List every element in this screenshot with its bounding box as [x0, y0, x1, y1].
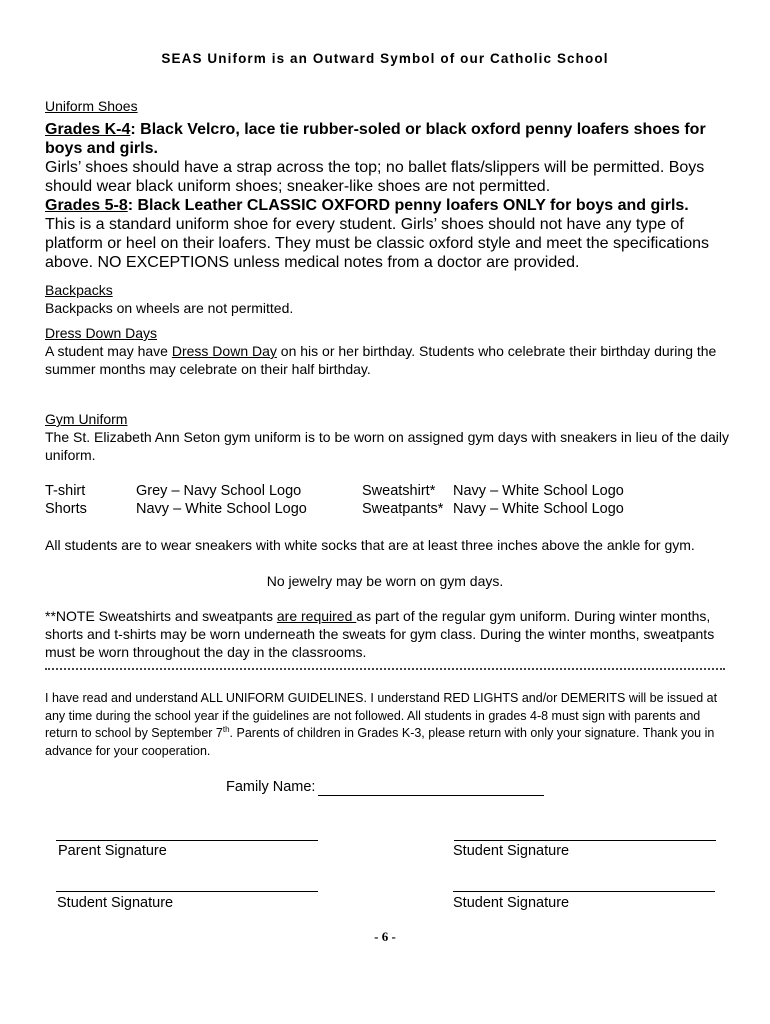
gym-sneakers-rule: All students are to wear sneakers with white socks that are at least three inches above the ankle for gym. [45, 537, 695, 553]
student-signature-label: Student Signature [453, 843, 570, 859]
acknowledgement-text [45, 690, 725, 760]
gym-uniform-body: The St. Elizabeth Ann Seton gym uniform is to be worn on assigned gym days with sneakers in lieu of the daily uniform. [45, 429, 730, 463]
dress-down-day-term: Dress Down Day [171, 343, 277, 359]
grades-k4-rule [45, 120, 735, 158]
grades-k4-text: : Black Velcro, lace tie rubber-soled or black oxford penny loafers shoes for boys and girls. [45, 121, 706, 157]
grades-58-label: Grades 5-8 [45, 197, 128, 214]
family-name-line[interactable] [318, 795, 544, 796]
dress-down-text-pre: A student may have [45, 343, 172, 359]
gym-note-required: are required [276, 608, 357, 624]
parent-signature-label: Parent Signature [58, 843, 167, 859]
uniform-shoes-heading: Uniform Shoes [45, 98, 138, 114]
gym-item-desc: Navy – White School Logo [453, 483, 624, 499]
backpacks-heading: Backpacks [45, 282, 113, 298]
student-signature-line[interactable] [454, 840, 716, 841]
gym-item-name: Sweatshirt* [362, 483, 436, 499]
student-signature-line[interactable] [453, 891, 715, 892]
gym-note [45, 607, 735, 661]
acknowledgement-pre: I have read and understand ALL UNIFORM GUIDELINES. I understand RED LIGHTS and/or DEMERITS will be issued at any time during the school year if the guidelines are not followed. All students in grades 4-8 must sign with parents and return to school by September 7 [45, 691, 718, 740]
page-number: - 6 - [374, 929, 396, 944]
dress-down-body [45, 342, 735, 378]
acknowledgement-sup: th [222, 724, 230, 734]
family-name-label: Family Name: [226, 779, 316, 795]
gym-jewelry-rule: No jewelry may be worn on gym days. [266, 573, 504, 589]
student-signature-label: Student Signature [57, 895, 174, 911]
dotted-divider [45, 668, 725, 670]
dress-down-text-post: on his or her birthday. Students who celebrate their birthday during the summer months may celebrate on their half birthday. [45, 343, 717, 377]
gym-item-name: Sweatpants* [362, 501, 444, 517]
student-signature-label: Student Signature [453, 895, 570, 911]
gym-items-col4 [453, 482, 624, 518]
acknowledgement-post: . Parents of children in Grades K-3, please return with only your signature. Thank you in advance for your cooperation. [45, 726, 715, 758]
backpacks-body: Backpacks on wheels are not permitted. [45, 300, 294, 316]
grades-58-text: : Black Leather CLASSIC OXFORD penny loafers ONLY for boys and girls. [127, 197, 689, 214]
gym-item-desc: Grey – Navy School Logo [136, 483, 302, 499]
gym-note-post: as part of the regular gym uniform. During winter months, shorts and t-shirts may be worn underneath the sweats for gym class. During the winter months, sweatpants must be worn throughout the day in the classrooms. [45, 608, 715, 660]
parent-signature-line[interactable] [56, 840, 318, 841]
student-signature-line[interactable] [56, 891, 318, 892]
gym-note-pre: **NOTE Sweatshirts and sweatpants [45, 608, 277, 624]
grades-k4-label: Grades K-4 [45, 121, 131, 138]
grades-k4-body: Girls’ shoes should have a strap across the top; no ballet flats/slippers will be permitted. Boys should wear black uniform shoes; sneaker-like shoes are not permitted. [45, 159, 705, 195]
dress-down-heading: Dress Down Days [45, 325, 158, 341]
gym-uniform-heading: Gym Uniform [45, 411, 128, 427]
grades-58-rule [45, 196, 735, 215]
grades-58-body: This is a standard uniform shoe for every student. Girls’ shoes should not have any type of platform or heel on their loafers. They must be classic oxford style and meet the specifications above. NO EXCEPTIONS unless medical notes from a doctor are provided. [45, 216, 710, 271]
gym-item-desc: Navy – White School Logo [453, 501, 624, 517]
gym-items-col3 [362, 482, 443, 518]
gym-item-name: Shorts [45, 501, 87, 517]
gym-item-name: T-shirt [45, 483, 86, 499]
gym-items-col1 [45, 482, 87, 518]
gym-item-desc: Navy – White School Logo [136, 501, 307, 517]
gym-items-col2 [136, 482, 307, 518]
page-title: SEAS Uniform is an Outward Symbol of our Catholic School [161, 51, 609, 66]
